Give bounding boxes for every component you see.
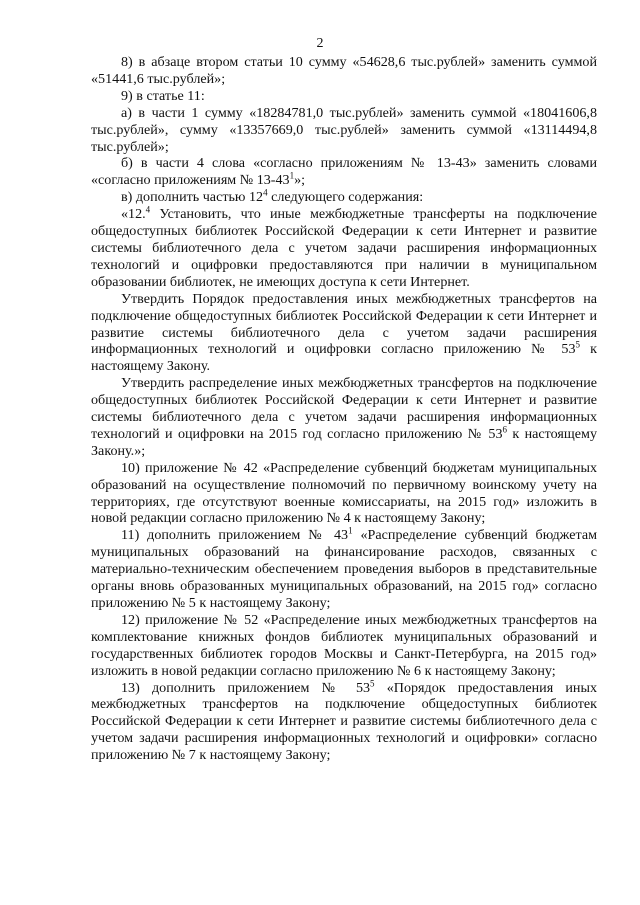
text-run: 12) приложение № 52 «Распределение иных межбюджетных трансфертов на комплектование книжных фондов библиотек муниципальных образований и государственных библиотек городов Москвы и Санкт-Петербурга, на 2015 год» изложить в новой редакции согласно приложению № 6 к настоящему Закону;	[91, 611, 597, 679]
paragraph-p_distr	[91, 375, 597, 460]
superscript: 1	[289, 170, 295, 181]
paragraph-p12	[91, 612, 597, 680]
paragraph-p9b	[91, 155, 597, 189]
text-run: 11) дополнить приложением № 43	[121, 527, 349, 544]
text-run: «Распределение субвенций бюджетам муниципальных образований на финансирование расходов, связанных с материально-техническим обеспечением проведения выборов в представительные органы вновь образованных муниципальных образований, на 2015 год» согласно приложению № 5 к настоящему Закону;	[91, 527, 597, 611]
text-run: а) в части 1 сумму «18284781,0 тыс.рублей» заменить суммой «18041606,8 тыс.рублей», сумму «13357669,0 тыс.рублей» заменить суммой «13114494,8 тыс.рублей»;	[91, 104, 597, 155]
page-number: 2	[316, 36, 324, 51]
paragraph-p_order	[91, 291, 597, 376]
text-run: б) в части 4 слова «согласно приложениям № 13-43» заменить словами «согласно приложениям № 13-43	[91, 155, 597, 189]
text-run: 13) дополнить приложением № 53	[121, 679, 371, 696]
text-run: к настоящему Закону.»;	[91, 425, 597, 459]
paragraph-p11	[91, 527, 597, 612]
document-body	[91, 54, 597, 764]
text-run: 10) приложение № 42 «Распределение субвенций бюджетам муниципальных образований на осуществление полномочий по первичному воинскому учету на территориях, где отсутствуют военные комиссариаты, на 2015 год» изложить в новой редакции согласно приложению № 4 к настоящему Закону;	[91, 459, 597, 527]
paragraph-p13	[91, 677, 597, 765]
superscript: 4	[263, 187, 268, 198]
paragraph-p9c	[91, 189, 597, 206]
text-run: Утвердить распределение иных межбюджетных трансфертов на подключение общедоступных библиотек Российской Федерации к сети Интернет и развитие системы библиотечного дела с учетом задачи расширения информационных технологий и оцифровки на 2015 год согласно приложению № 53	[91, 375, 597, 442]
text-run: »;	[294, 172, 306, 189]
paragraph-p9	[91, 88, 597, 105]
superscript: 5	[575, 339, 580, 350]
superscript: 4	[145, 204, 151, 215]
superscript: 5	[370, 677, 375, 688]
text-run: 8) в абзаце втором статьи 10 сумму «54628,6 тыс.рублей» заменить суммой «51441,6 тыс.рублей»;	[91, 54, 597, 87]
text-run: «12.	[121, 206, 146, 223]
superscript: 1	[348, 525, 353, 536]
text-run: в) дополнить частью 12	[121, 189, 264, 206]
paragraph-p10	[91, 460, 597, 528]
text-run: «Порядок предоставления иных межбюджетных трансфертов на подключение общедоступных библиотек Российской Федерации к сети Интернет и развитие системы библиотечного дела с учетом задачи расширения информационных технологий и оцифровки» согласно приложению № 7 к настоящему Закону;	[91, 679, 597, 764]
text-run: 9) в статье 11:	[121, 87, 205, 104]
text-run: следующего содержания:	[267, 189, 424, 206]
text-run: Установить, что иные межбюджетные трансферты на подключение общедоступных библиотек Российской Федерации к сети Интернет и развитие системы библиотечного дела с учетом задачи расширения информационных технологий и оцифровки предоставляются при наличии в муниципальном образовании библиотек, не имеющих доступа к сети Интернет.	[91, 206, 597, 290]
paragraph-p9a	[91, 105, 597, 156]
paragraph-p8	[91, 54, 597, 88]
superscript: 6	[502, 424, 507, 435]
text-run: к настоящему Закону.	[91, 341, 597, 375]
text-run: Утвердить Порядок предоставления иных межбюджетных трансфертов на подключение общедоступных библиотек Российской Федерации к сети Интернет и развитие системы библиотечного дела с учетом задачи расширения информационных технологий и оцифровки согласно приложению № 53	[91, 290, 597, 358]
paragraph-p12_4	[91, 206, 597, 291]
